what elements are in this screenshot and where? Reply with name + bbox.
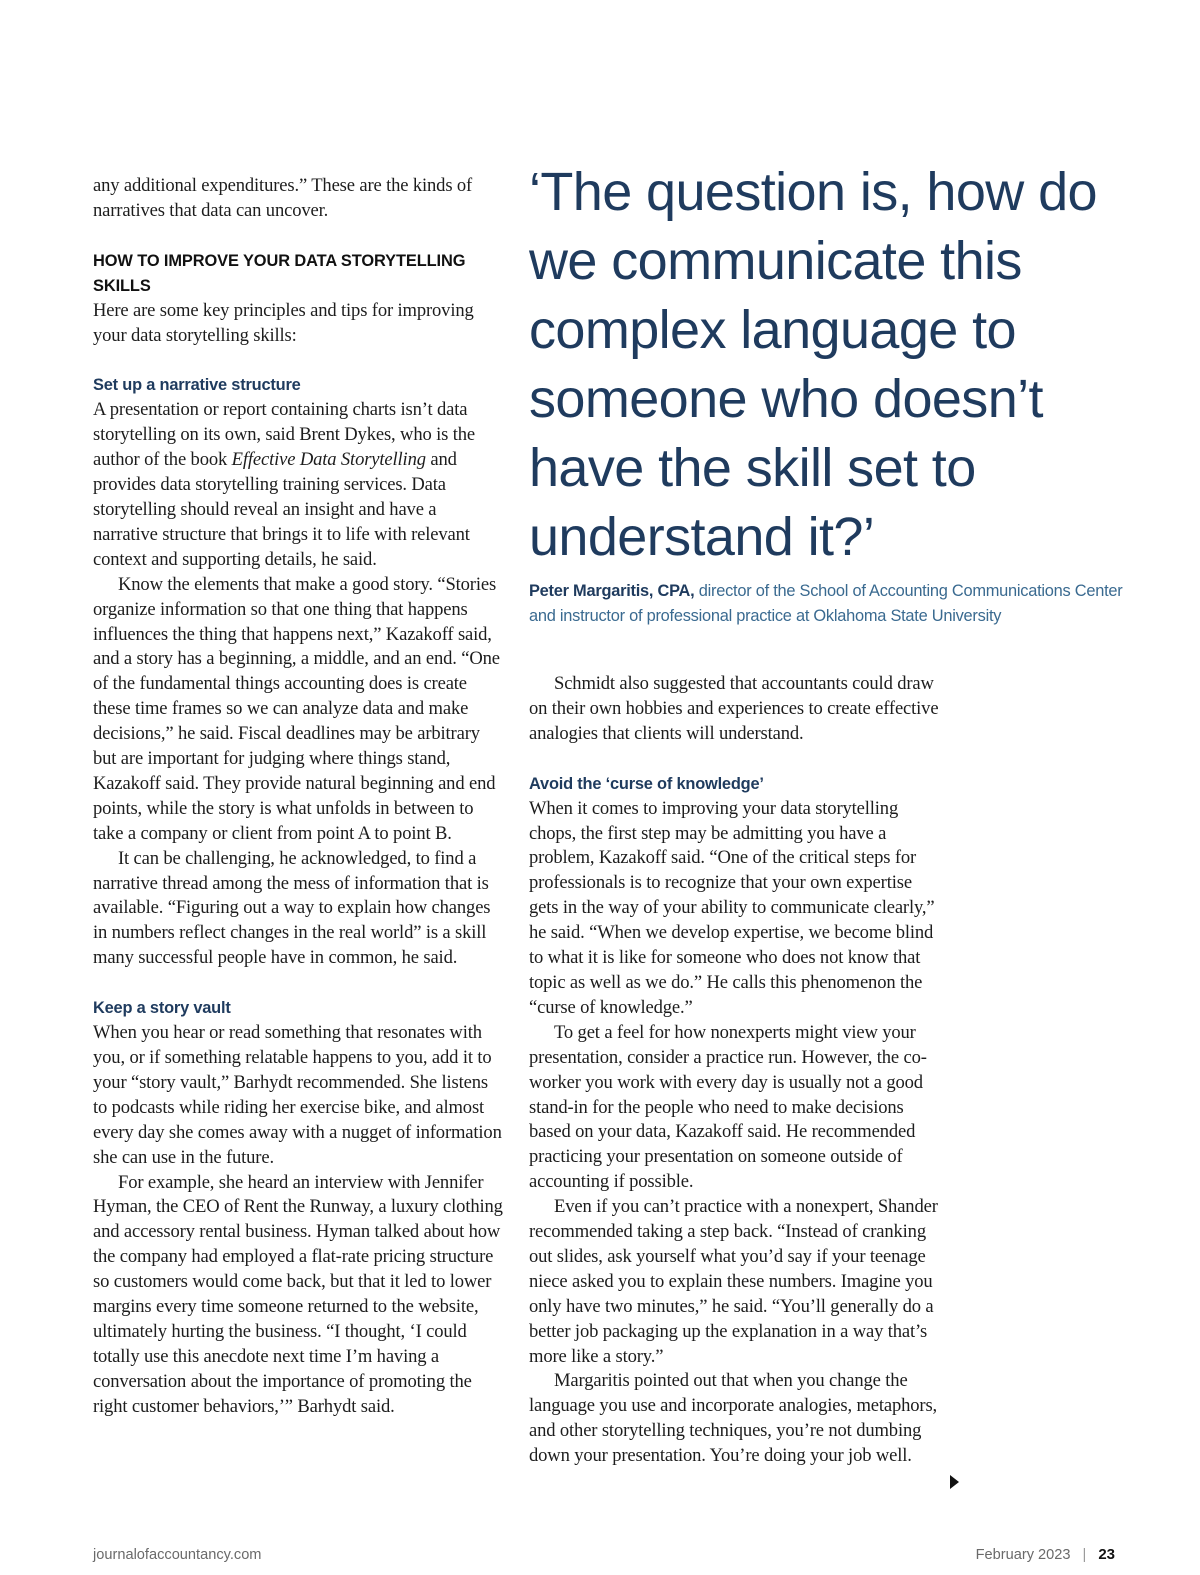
text-run: and provides data storytelling training services. Data storytelling should reveal an insight and have a narrative structure that brings it to life with relevant context and supporting details, he said. — [93, 449, 470, 570]
subhead-story-vault: Keep a story vault — [93, 999, 231, 1018]
footer-folio — [976, 1545, 1115, 1565]
footer-date: February 2023 — [975, 1547, 1071, 1563]
continue-arrow-icon — [950, 1475, 959, 1489]
footer-separator: | — [1082, 1547, 1087, 1563]
speaker-title: director of the School of Accounting Communications Center and instructor of professional practice at Oklahoma State University — [529, 582, 1123, 625]
body-paragraph: Schmidt also suggested that accountants could draw on their own hobbies and experiences to create effective analogies that clients will understand. — [529, 673, 939, 744]
body-paragraph: To get a feel for how nonexperts might view your presentation, consider a practice run. However, the co-worker you work with every day is usually not a good stand-in for the people who need to make decisions based on your data, Kazakoff said. He recommended practicing your presentation on someone outside of accounting if possible. — [529, 1021, 927, 1193]
subhead-curse-of-knowledge: Avoid the ‘curse of knowledge’ — [529, 774, 764, 793]
page-number: 23 — [1098, 1546, 1115, 1563]
intro-paragraph: any additional expenditures.” These are the kinds of narratives that data can uncover. — [93, 175, 473, 221]
section-intro-paragraph: Here are some key principles and tips for improving your data storytelling skills: — [93, 299, 474, 346]
body-paragraph: For example, she heard an interview with Jennifer Hyman, the CEO of Rent the Runway, a luxury clothing and accessory rental business. Hyman talked about how the company had employed a flat-rate pricing structure so customers would come back, but that it led to lower margins every time someone returned to the website, ultimately hurting the business. “I thought, ‘I could totally use this anecdote next time I’m having a conversation about the importance of promoting the right customer behaviors,’” Barhydt said. — [93, 1171, 503, 1417]
book-title: Effective Data Storytelling — [231, 449, 426, 471]
subhead-narrative-structure: Set up a narrative structure — [93, 376, 301, 395]
speaker-name: Peter Margaritis, CPA, — [529, 582, 695, 600]
body-paragraph: When it comes to improving your data storytelling chops, the first step may be admitting you have a problem, Kazakoff said. “One of the critical steps for professionals is to recognize that your own expertise gets in the way of your ability to communicate clearly,” he said. “When we develop expertise, we become blind to what it is like for someone who does not know that topic as well as we do.” He calls this phenomenon the “curse of knowledge.” — [529, 797, 935, 1018]
section-heading: HOW TO IMPROVE YOUR DATA STORYTELLING SKILLS — [93, 251, 466, 295]
right-column — [529, 672, 941, 1469]
pull-quote: ‘The question is, how do we communicate this complex language to someone who doesn’t have the skill set to understand it?’ — [529, 162, 1097, 567]
body-paragraph: When you hear or read something that resonates with you, or if something relatable happens to you, add it to your “story vault,” Barhydt recommended. She listens to podcasts while riding her exercise bike, and almost every day she comes away with a nugget of information she can use in the future. — [93, 1022, 502, 1168]
body-paragraph — [93, 398, 505, 572]
body-paragraph: Margaritis pointed out that when you change the language you use and incorporate analogies, metaphors, and other storytelling techniques, you’re not dumbing down your presentation. You’re doing your job well. — [529, 1370, 938, 1467]
left-column — [93, 174, 505, 1420]
body-paragraph: It can be challenging, he acknowledged, to find a narrative thread among the mess of information that is available. “Figuring out a way to explain how changes in numbers reflect changes in the real world” is a skill many successful people have in common, he said. — [93, 847, 491, 969]
footer-site: journalofaccountancy.com — [93, 1547, 262, 1563]
pull-quote-attribution — [529, 579, 1129, 629]
text-run: A presentation or report containing charts isn’t data storytelling on its own, said Brent Dykes, who is the author of the book — [93, 399, 475, 471]
body-paragraph: Know the elements that make a good story. “Stories organize information so that one thing that happens influences the thing that happens next,” Kazakoff said, and a story has a beginning, a middle, and an end. “One of the fundamental things accounting does is create these time frames so we can analyze data and make decisions,” he said. Fiscal deadlines may be arbitrary but are important for judging where things stand, Kazakoff said. They provide natural beginning and end points, while the story is what unfolds in between to take a company or client from point A to point B. — [93, 573, 500, 844]
body-paragraph: Even if you can’t practice with a nonexpert, Shander recommended taking a step back. “Instead of cranking out slides, ask yourself what you’d say if your teenage niece asked you to explain these numbers. Imagine you only have two minutes,” he said. “You’ll generally do a better job packaging up the explanation in a way that’s more like a story.” — [529, 1196, 938, 1367]
